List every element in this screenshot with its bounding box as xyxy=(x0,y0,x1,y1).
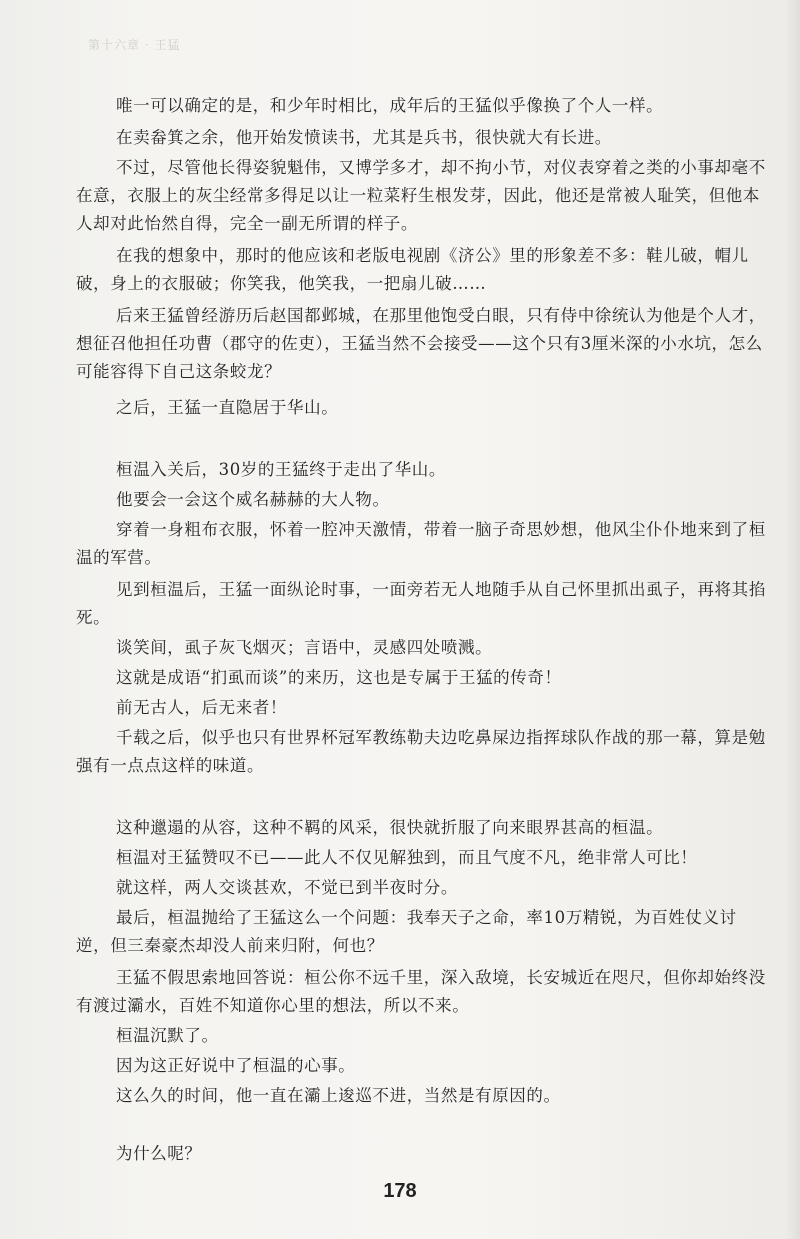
paragraph-7: 桓温入关后，30岁的王猛终于走出了华山。 xyxy=(116,460,446,479)
paragraph-9: 穿着一身粗布衣服，怀着一腔冲天激情，带着一脑子奇思妙想，他风尘仆仆地来到了桓温的军营。 xyxy=(76,520,766,567)
page-number: 178 xyxy=(383,1180,417,1202)
paragraph-6: 之后，王猛一直隐居于华山。 xyxy=(116,398,339,417)
paragraph-16: 桓温对王猛赞叹不已——此人不仅见解独到，而且气度不凡，绝非常人可比！ xyxy=(116,848,698,867)
paragraph-23: 为什么呢？ xyxy=(116,1144,202,1163)
paragraph-10: 见到桓温后，王猛一面纵论时事，一面旁若无人地随手从自己怀里抓出虱子，再将其掐死。 xyxy=(76,580,766,627)
paragraph-2: 在卖畚箕之余，他开始发愤读书，尤其是兵书，很快就大有长进。 xyxy=(116,128,612,147)
paragraph-1: 唯一可以确定的是，和少年时相比，成年后的王猛似乎像换了个人一样。 xyxy=(116,96,664,115)
paragraph-8: 他要会一会这个威名赫赫的大人物。 xyxy=(116,490,390,509)
paragraph-3: 不过，尽管他长得姿貌魁伟，又博学多才，却不拘小节，对仪表穿着之类的小事却毫不在意，衣服上的灰尘经常多得足以让一粒菜籽生根发芽，因此，他还是常被人耻笑，但他本人却对此怡然自得，完全一副无所谓的样子。 xyxy=(76,158,766,233)
running-header: 第十六章 · 王猛 xyxy=(88,38,181,52)
paragraph-15: 这种邋遢的从容，这种不羁的风采，很快就折服了向来眼界甚高的桓温。 xyxy=(116,818,664,837)
paragraph-17: 就这样，两人交谈甚欢，不觉已到半夜时分。 xyxy=(116,878,458,897)
paragraph-20: 桓温沉默了。 xyxy=(116,1026,219,1045)
paragraph-14: 千载之后，似乎也只有世界杯冠军教练勒夫边吃鼻屎边指挥球队作战的那一幕，算是勉强有一点点这样的味道。 xyxy=(76,728,766,775)
paragraph-12: 这就是成语“扪虱而谈”的来历，这也是专属于王猛的传奇！ xyxy=(116,668,562,687)
page-edge-shadow xyxy=(786,0,800,1239)
paragraph-22: 这么久的时间，他一直在灞上逡巡不进，当然是有原因的。 xyxy=(116,1086,561,1105)
paragraph-19: 王猛不假思索地回答说：桓公你不远千里，深入敌境，长安城近在咫尺，但你却始终没有渡过灞水，百姓不知道你心里的想法，所以不来。 xyxy=(76,968,766,1015)
paragraph-4: 在我的想象中，那时的他应该和老版电视剧《济公》里的形象差不多：鞋儿破，帽儿破，身上的衣服破；你笑我，他笑我，一把扇儿破…… xyxy=(76,246,749,293)
paragraph-21: 因为这正好说中了桓温的心事。 xyxy=(116,1056,356,1075)
paragraph-11: 谈笑间，虱子灰飞烟灭；言语中，灵感四处喷溅。 xyxy=(116,638,493,657)
paragraph-13: 前无古人，后无来者！ xyxy=(116,698,287,717)
paragraph-5: 后来王猛曾经游历后赵国都邺城，在那里他饱受白眼，只有侍中徐统认为他是个人才，想征召他担任功曹（郡守的佐吏），王猛当然不会接受——这个只有3厘米深的小水坑，怎么可能容得下自己这条蛟龙？ xyxy=(76,306,766,381)
paragraph-18: 最后，桓温抛给了王猛这么一个问题：我奉天子之命，率10万精锐，为百姓仗义讨逆，但三秦豪杰却没人前来归附，何也？ xyxy=(76,908,737,955)
